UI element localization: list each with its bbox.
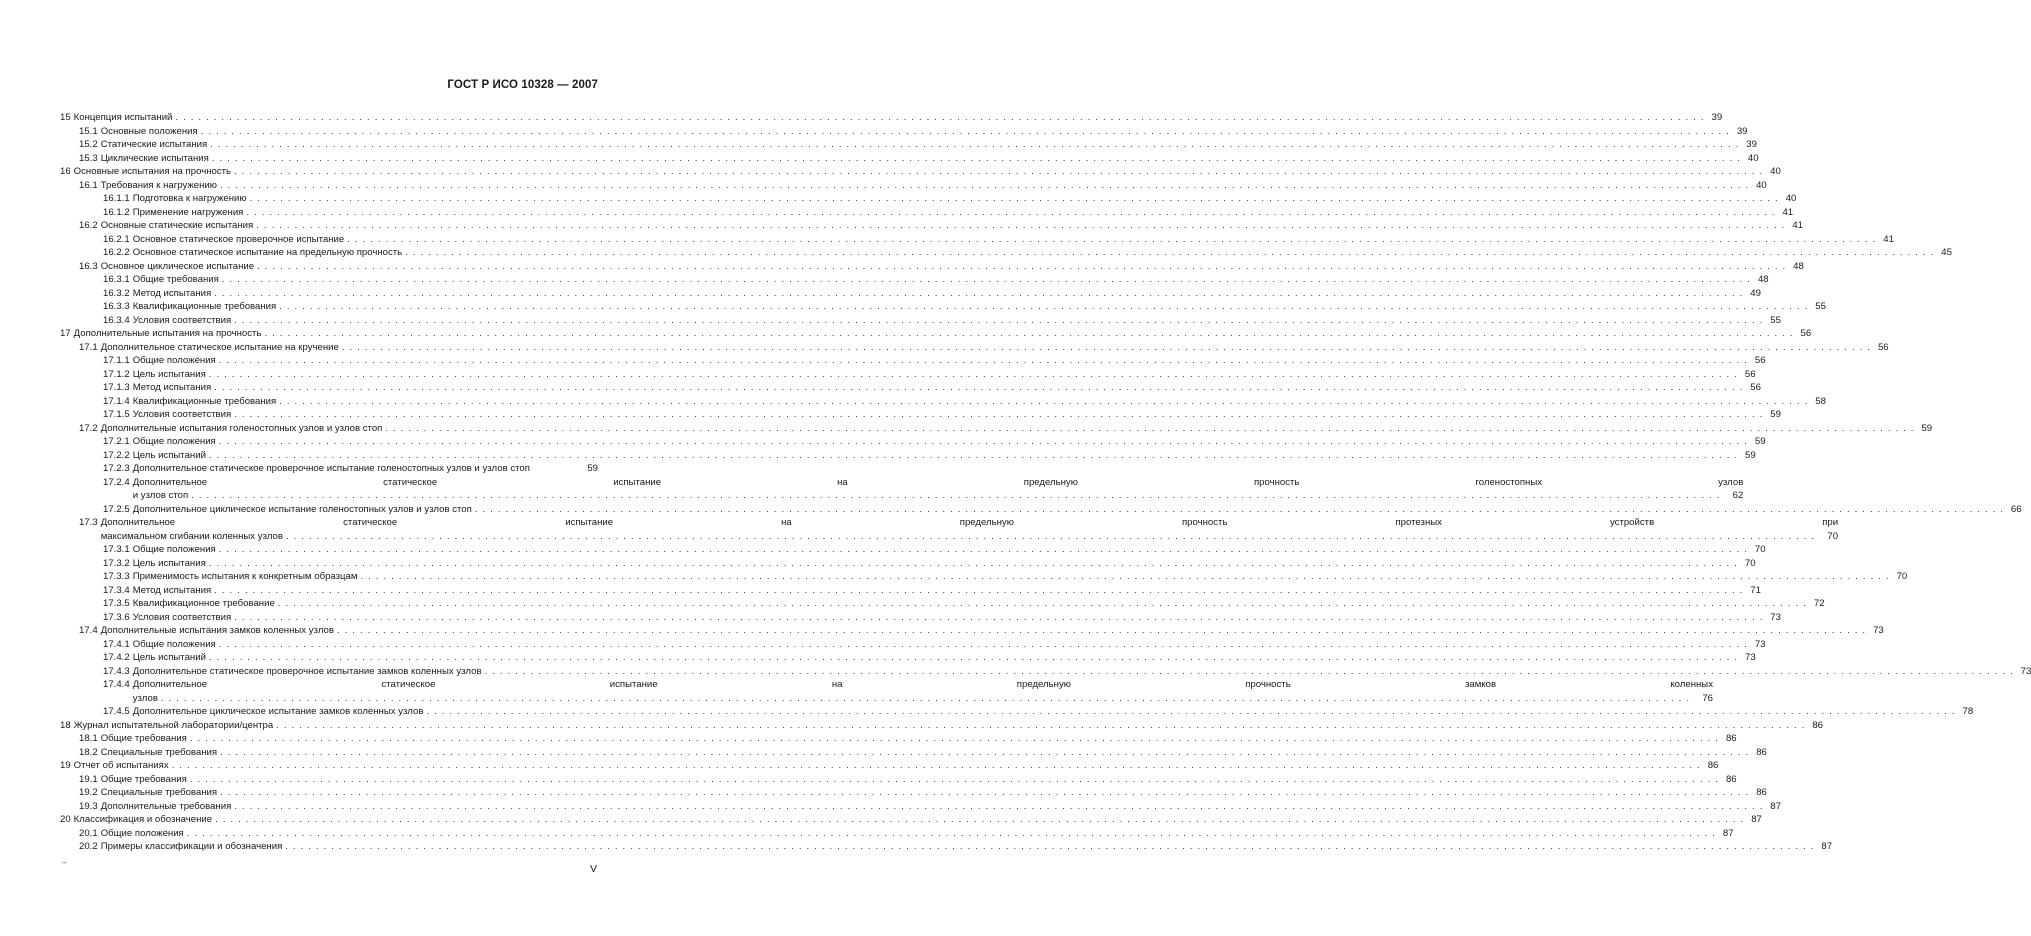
document-header: ГОСТ Р ИСО 10328 — 2007 — [447, 79, 598, 91]
toc-entry-page: 41 — [1782, 206, 1794, 218]
toc-entry-title: Дополнительное статическое испытание на предельную прочность замков коленных — [132, 679, 1714, 690]
toc-entry — [60, 273, 1769, 287]
toc-entry-title: Специальные требования — [100, 787, 218, 798]
toc-entry-title: Общие требования — [100, 773, 187, 785]
toc-entry-page: 55 — [1815, 301, 1826, 312]
toc-entry-page: 73 — [1754, 638, 1766, 650]
toc-entry-title: Основные статические испытания — [100, 220, 254, 231]
toc-entry-title: Основные испытания на прочность — [73, 166, 232, 177]
toc-leader-dots: ........................................................................................................................................................................................................ — [210, 139, 1744, 150]
toc-entry-number: 16.1 — [79, 179, 98, 191]
toc-entry — [60, 111, 1723, 125]
toc-entry — [60, 638, 1766, 652]
toc-entry-page: 78 — [1962, 706, 1974, 717]
toc-entry-title: Условия соответствия — [132, 314, 232, 326]
toc-entry-number: 17.3.1 — [103, 544, 130, 555]
toc-entry — [60, 543, 1766, 557]
toc-entry-page: 87 — [1770, 800, 1782, 812]
toc-entry-page: 48 — [1757, 274, 1769, 285]
toc-entry-title: Общие положения — [132, 355, 216, 366]
toc-entry-title: Циклические испытания — [100, 152, 209, 164]
toc-entry-number: 20.1 — [79, 827, 98, 839]
toc-entry-page: 39 — [1736, 125, 1748, 137]
toc-entry-title: Концепция испытаний — [73, 112, 173, 123]
toc-leader-dots: ........................................................................................................................................................................................................ — [256, 220, 1790, 231]
toc-entry-title: Основное статическое испытание на предельную прочность — [132, 247, 403, 258]
toc-leader-dots: ........................................................................................................................................................................................................ — [234, 800, 1768, 812]
toc-entry-title: Дополнительное статическое испытание на предельную прочность голеностопных узлов — [132, 476, 1744, 488]
toc-leader-dots: ........................................................................................................................................................................................................ — [264, 328, 1798, 339]
toc-entry-number: 17.2 — [79, 422, 98, 434]
toc-entry-title: Основные положения — [100, 125, 198, 137]
toc-entry-page: 70 — [1827, 530, 1839, 542]
toc-entry-page: 59 — [1745, 449, 1756, 461]
toc-leader-dots: ........................................................................................................................................................................................................ — [341, 341, 1875, 353]
toc-entry-number: 17.2.4 — [103, 476, 130, 488]
toc-leader-dots: ........................................................................................................................................................................................................ — [208, 652, 1743, 663]
toc-entry — [60, 422, 1933, 436]
toc-entry — [60, 516, 1839, 543]
toc-entry — [60, 192, 1797, 206]
toc-leader-dots: ........................................................................................................................................................................................................ — [279, 301, 1813, 312]
toc-entry-number: 17.4 — [79, 625, 98, 636]
toc-leader-dots: ........................................................................................................................................................................................................ — [249, 193, 1783, 204]
toc-leader-dots: ........................................................................................................................................................................................................ — [218, 436, 1752, 447]
toc-leader-dots: ........................................................................................................................................................................................................ — [171, 760, 1705, 771]
toc-entry-page: 39 — [1711, 112, 1723, 123]
toc-entry — [60, 462, 598, 476]
toc-leader-dots: ........................................................................................................................................................................................................ — [218, 638, 1752, 650]
toc-entry-page: 41 — [1883, 233, 1894, 245]
toc-entry-page: 40 — [1785, 193, 1797, 204]
toc-entry-title: Дополнительные испытания на прочность — [73, 328, 262, 339]
toc-entry-page: 59 — [1921, 422, 1933, 434]
toc-entry — [60, 152, 1759, 166]
page-number: V — [589, 863, 597, 875]
toc-leader-dots: ........................................................................................................................................................................................................ — [220, 746, 1754, 758]
toc-leader-dots: ........................................................................................................................................................................................................ — [234, 166, 1768, 177]
toc-entry-title: Общие требования — [132, 274, 219, 285]
toc-entry — [60, 435, 1766, 449]
toc-leader-dots: ........................................................................................................................................................................................................ — [189, 733, 1723, 744]
toc-entry-number: 16.2 — [79, 220, 98, 231]
toc-leader-dots: ........................................................................................................................................................................................................ — [336, 625, 1871, 636]
toc-entry-page: 59 — [587, 463, 598, 474]
toc-entry-number: 16.1.1 — [103, 193, 130, 204]
toc-entry — [60, 624, 1884, 638]
toc-entry-number: 18 — [60, 719, 71, 731]
toc-entry-number: 17.1.1 — [103, 355, 130, 366]
toc-leader-dots: ........................................................................................................................................................................................................ — [218, 355, 1752, 366]
toc-entry-number: 18.2 — [79, 746, 98, 758]
toc-entry-title: Общие положения — [132, 544, 216, 555]
toc-entry — [60, 840, 1833, 854]
toc-entry-page: 56 — [1750, 382, 1761, 393]
toc-leader-dots: ........................................................................................................................................................................................................ — [208, 557, 1742, 569]
toc-entry-title: Специальные требования — [100, 746, 218, 758]
toc-leader-dots: ........................................................................................................................................................................................................ — [234, 314, 1768, 326]
toc-entry-number: 19.3 — [79, 800, 98, 812]
toc-entry-number: 15 — [60, 112, 71, 123]
toc-entry — [60, 260, 1804, 274]
toc-entry-page: 86 — [1707, 760, 1719, 771]
toc-entry — [60, 651, 1756, 665]
toc-entry-number: 17.3.4 — [103, 584, 130, 596]
toc-entry-number: 16 — [60, 166, 71, 177]
toc-entry — [60, 219, 1804, 233]
toc-entry-title: Основное статическое проверочное испытание — [132, 233, 345, 245]
toc-entry-page: 62 — [1732, 490, 1744, 501]
toc-entry-number: 17.3 — [79, 517, 98, 528]
toc-entry-number: 15.1 — [79, 125, 98, 137]
toc-entry-number: 17.1.4 — [103, 395, 130, 407]
toc-entry-title: Дополнительное статическое проверочное испытание голеностопных узлов и узлов стоп — [132, 463, 530, 474]
toc-entry-number: 17.1.3 — [103, 382, 130, 393]
toc-entry-title: Условия соответствия — [132, 409, 232, 420]
toc-entry-number: 17.1.5 — [103, 409, 130, 420]
toc-entry-title: Требования к нагружению — [100, 179, 217, 191]
toc-entry-title: Цель испытания — [132, 368, 206, 380]
toc-entry — [60, 233, 1894, 247]
toc-entry-title: Дополнительное циклическое испытание голеностопных узлов и узлов стоп — [132, 503, 472, 515]
toc-entry-number: 16.2.2 — [103, 247, 130, 258]
toc-entry — [60, 786, 1767, 800]
toc-entry-title: Дополнительное циклическое испытание замков коленных узлов — [132, 706, 424, 717]
toc-entry — [60, 206, 1794, 220]
toc-entry-number: 16.3.1 — [103, 274, 130, 285]
toc-entry — [60, 719, 1823, 733]
toc-entry-page: 71 — [1750, 584, 1761, 596]
toc-entry-number: 17.1 — [79, 341, 98, 353]
toc-leader-dots: ........................................................................................................................................................................................................ — [214, 382, 1748, 393]
toc-entry — [60, 179, 1767, 193]
toc-leader-dots: ........................................................................................................................................................................................................ — [208, 368, 1742, 380]
toc-entry-number: 17.4.5 — [103, 706, 130, 717]
toc-entry-page: 48 — [1793, 260, 1804, 272]
toc-leader-dots: ........................................................................................................................................................................................................ — [360, 571, 1894, 582]
toc-entry — [60, 408, 1781, 422]
toc-entry — [60, 611, 1781, 625]
toc-entry-number: 17.3.5 — [103, 598, 130, 609]
toc-leader-dots: ........................................................................................................................................................................................................ — [234, 409, 1768, 420]
toc-entry-page: 45 — [1941, 247, 1952, 258]
toc-entry-page: 73 — [2020, 665, 2031, 677]
footer-mark: ʻʺ — [62, 862, 67, 869]
toc-entry — [60, 287, 1761, 301]
toc-entry-number: 17.2.2 — [103, 449, 130, 461]
toc-entry-number: 16.1.2 — [103, 206, 130, 218]
toc-entry-page: 87 — [1751, 814, 1762, 825]
toc-entry-number: 16.3.3 — [103, 301, 130, 312]
toc-entry-number: 16.2.1 — [103, 233, 130, 245]
toc-leader-dots: ........................................................................................................................................................................................................ — [200, 125, 1734, 137]
toc-entry-number: 17.1.2 — [103, 368, 130, 380]
toc-entry — [60, 800, 1782, 814]
toc-leader-dots: ........................................................................................................................................................................................................ — [426, 706, 1960, 717]
toc-entry-title: Дополнительное статическое испытание на кручение — [100, 341, 339, 353]
toc-entry-page: 86 — [1812, 719, 1823, 731]
toc-entry — [60, 665, 2031, 679]
toc-entry-page: 56 — [1877, 341, 1889, 353]
toc-entry-title: Метод испытания — [132, 584, 212, 596]
toc-entry — [60, 746, 1767, 760]
toc-entry — [60, 125, 1748, 139]
toc-entry-title: Квалификационное требование — [132, 598, 275, 609]
toc-leader-dots: ........................................................................................................................................................................................................ — [279, 395, 1813, 407]
toc-entry-title: Основное циклическое испытание — [100, 260, 255, 272]
toc-leader-dots: ........................................................................................................................................................................................................ — [214, 584, 1748, 596]
toc-entry-title: Статические испытания — [100, 139, 208, 150]
toc-entry-title: Дополнительные требования — [100, 800, 232, 812]
toc-entry-title: Общие положения — [100, 827, 184, 839]
toc-entry-title: Условия соответствия — [132, 611, 232, 623]
toc-leader-dots: ........................................................................................................................................................................................................ — [484, 665, 2018, 677]
toc-entry — [60, 827, 1734, 841]
toc-entry-title: Цель испытаний — [132, 449, 206, 461]
toc-leader-dots: ........................................................................................................................................................................................................ — [405, 247, 1939, 258]
toc-leader-dots: ........................................................................................................................................................................................................ — [175, 112, 1709, 123]
toc-entry-title-continued: максимальном сгибании коленных узлов — [100, 530, 283, 542]
toc-entry-page: 41 — [1792, 220, 1804, 231]
toc-entry-title: Общие положения — [132, 436, 216, 447]
toc-entry-title: Примеры классификации и обозначения — [100, 841, 283, 852]
toc-leader-dots: ........................................................................................................................................................................................................ — [191, 490, 1725, 501]
toc-entry-number: 17.4.2 — [103, 652, 130, 663]
toc-leader-dots: ........................................................................................................................................................................................................ — [219, 179, 1754, 191]
toc-leader-dots: ........................................................................................................................................................................................................ — [211, 152, 1745, 164]
toc-entry-page: 70 — [1896, 571, 1908, 582]
toc-entry-title: Журнал испытательной лаборатории/центра — [73, 719, 274, 731]
toc-entry-number: 19.2 — [79, 787, 98, 798]
toc-entry-number: 16.3 — [79, 260, 98, 272]
toc-entry-page: 73 — [1770, 611, 1781, 623]
toc-entry-number: 17 — [60, 328, 71, 339]
toc-entry-page: 40 — [1747, 152, 1759, 164]
toc-entry-number: 17.2.3 — [103, 463, 130, 474]
toc-entry-page: 73 — [1873, 625, 1884, 636]
toc-entry-number: 20.2 — [79, 841, 98, 852]
toc-leader-dots: ........................................................................................................................................................................................................ — [246, 206, 1780, 218]
toc-entry — [60, 449, 1756, 463]
toc-entry-page: 49 — [1750, 287, 1761, 299]
toc-leader-dots: ........................................................................................................................................................................................................ — [160, 692, 1695, 704]
toc-entry-page: 66 — [2010, 503, 2022, 515]
toc-entry-number: 17.3.2 — [103, 557, 130, 569]
toc-leader-dots: ........................................................................................................................................................................................................ — [276, 719, 1810, 731]
toc-entry-title: Общие требования — [100, 733, 187, 744]
toc-entry-page: 70 — [1744, 557, 1756, 569]
toc-entry — [60, 327, 1812, 341]
toc-entry-page: 56 — [1744, 368, 1756, 380]
toc-entry-title: Дополнительное статическое проверочное испытание замков коленных узлов — [132, 665, 482, 677]
toc-entry — [60, 476, 1744, 503]
toc-entry-number: 20 — [60, 814, 71, 825]
toc-entry — [60, 368, 1756, 382]
toc-entry-number: 17.4.4 — [103, 679, 130, 690]
toc-entry-title: Применение нагружения — [132, 206, 244, 218]
toc-entry-title: Метод испытания — [132, 382, 212, 393]
toc-entry-page: 76 — [1702, 692, 1714, 704]
toc-entry-page: 55 — [1770, 314, 1781, 326]
toc-entry-page: 59 — [1770, 409, 1781, 420]
toc-leader-dots: ........................................................................................................................................................................................................ — [186, 827, 1720, 839]
toc-entry-number: 16.3.2 — [103, 287, 130, 299]
toc-entry-number: 17.2.5 — [103, 503, 130, 515]
toc-entry-title: Квалификационные требования — [132, 395, 277, 407]
toc-leader-dots: ........................................................................................................................................................................................................ — [221, 274, 1755, 285]
toc-entry — [60, 773, 1737, 787]
toc-entry-title: Метод испытания — [132, 287, 212, 299]
toc-leader-dots: ........................................................................................................................................................................................................ — [215, 814, 1749, 825]
toc-entry — [60, 503, 2022, 517]
toc-leader-dots: ........................................................................................................................................................................................................ — [208, 449, 1743, 461]
toc-entry — [60, 314, 1781, 328]
toc-entry-title: Дополнительное статическое испытание на предельную прочность протезных устройств при — [100, 517, 1839, 528]
toc-leader-dots: ........................................................................................................................................................................................................ — [234, 611, 1768, 623]
toc-entry-page: 40 — [1756, 179, 1767, 191]
toc-entry-title: Дополнительные испытания голеностопных узлов и узлов стоп — [100, 422, 383, 434]
toc-entry — [60, 341, 1889, 355]
toc-leader-dots: ........................................................................................................................................................................................................ — [347, 233, 1881, 245]
toc-entry-page: 87 — [1722, 827, 1734, 839]
toc-entry-title: Цель испытаний — [132, 652, 206, 663]
toc-leader-dots: ........................................................................................................................................................................................................ — [257, 260, 1791, 272]
toc-entry — [60, 395, 1826, 409]
toc-entry-number: 17.3.3 — [103, 571, 130, 582]
toc-entry-page: 70 — [1754, 544, 1766, 555]
toc-entry-title: Квалификационные требования — [132, 301, 277, 312]
toc-leader-dots: ........................................................................................................................................................................................................ — [285, 841, 1819, 852]
toc-entry — [60, 165, 1781, 179]
toc-leader-dots: ........................................................................................................................................................................................................ — [286, 530, 1820, 542]
toc-entry — [60, 570, 1908, 584]
toc-entry-page: 59 — [1754, 436, 1766, 447]
toc-leader-dots: ........................................................................................................................................................................................................ — [277, 598, 1811, 609]
toc-entry-number: 19.1 — [79, 773, 98, 785]
toc-entry — [60, 557, 1756, 571]
toc-leader-dots: ........................................................................................................................................................................................................ — [214, 287, 1748, 299]
toc-entry-number: 17.4.1 — [103, 638, 130, 650]
toc-entry-number: 15.2 — [79, 139, 98, 150]
table-of-contents — [60, 111, 2031, 854]
toc-entry-title-continued: и узлов стоп — [132, 490, 189, 501]
toc-leader-dots: ........................................................................................................................................................................................................ — [385, 422, 1919, 434]
toc-entry-title: Дополнительные испытания замков коленных узлов — [100, 625, 334, 636]
toc-entry — [60, 300, 1826, 314]
toc-entry-page: 87 — [1821, 841, 1833, 852]
toc-entry-page: 56 — [1800, 328, 1812, 339]
toc-entry — [60, 246, 1952, 260]
toc-entry — [60, 732, 1737, 746]
toc-entry-number: 18.1 — [79, 733, 98, 744]
toc-entry-title-continued: узлов — [132, 692, 158, 704]
toc-entry-page: 86 — [1725, 733, 1737, 744]
toc-entry-number: 17.4.3 — [103, 665, 130, 677]
toc-entry-page: 56 — [1754, 355, 1766, 366]
toc-entry — [60, 813, 1762, 827]
toc-entry-page: 86 — [1756, 787, 1767, 798]
toc-entry — [60, 381, 1761, 395]
toc-leader-dots: ........................................................................................................................................................................................................ — [220, 787, 1754, 798]
toc-entry-title: Классификация и обозначение — [73, 814, 213, 825]
toc-entry — [60, 354, 1766, 368]
toc-entry-number: 16.3.4 — [103, 314, 130, 326]
toc-entry — [60, 759, 1719, 773]
toc-entry-title: Подготовка к нагружению — [132, 193, 247, 204]
toc-entry-page: 58 — [1815, 395, 1826, 407]
toc-entry-number: 19 — [60, 760, 71, 771]
toc-entry — [60, 584, 1761, 598]
toc-entry-title: Цель испытания — [132, 557, 206, 569]
toc-entry-page: 72 — [1813, 598, 1825, 609]
toc-entry-page: 73 — [1745, 652, 1756, 663]
toc-entry-page: 40 — [1770, 166, 1781, 177]
toc-leader-dots: ........................................................................................................................................................................................................ — [474, 503, 2008, 515]
toc-entry-number: 17.3.6 — [103, 611, 130, 623]
toc-entry-page: 86 — [1756, 746, 1767, 758]
toc-entry-number: 15.3 — [79, 152, 98, 164]
toc-entry — [60, 678, 1714, 705]
toc-entry — [60, 705, 1974, 719]
toc-entry-page: 39 — [1746, 139, 1757, 150]
toc-entry-number: 17.2.1 — [103, 436, 130, 447]
toc-entry-title: Отчет об испытаниях — [73, 760, 169, 771]
toc-entry — [60, 597, 1825, 611]
toc-entry-page: 86 — [1725, 773, 1737, 785]
toc-entry-title: Общие положения — [132, 638, 216, 650]
toc-leader-dots: ........................................................................................................................................................................................................ — [189, 773, 1723, 785]
toc-entry — [60, 138, 1757, 152]
toc-entry-title: Применимость испытания к конкретным образцам — [132, 571, 358, 582]
toc-leader-dots: ........................................................................................................................................................................................................ — [218, 544, 1752, 555]
